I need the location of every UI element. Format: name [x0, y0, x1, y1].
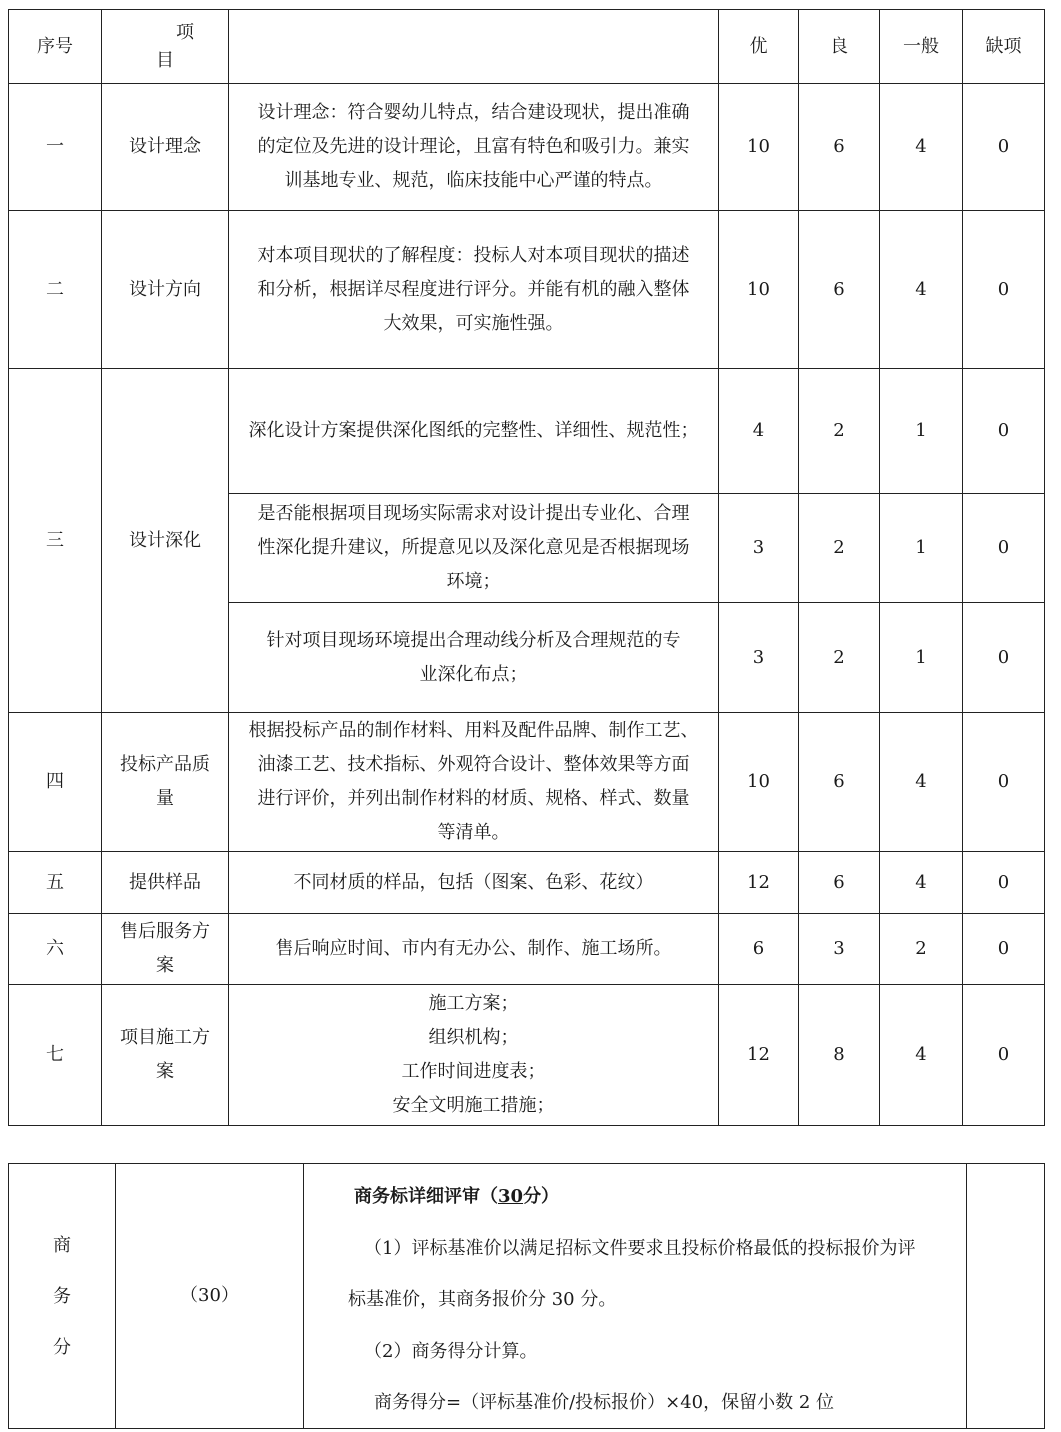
row-item: 设计深化 [102, 369, 229, 713]
item-line: 案 [156, 955, 174, 976]
row-item: 设计理念 [102, 84, 229, 211]
header-item-line: 项 [176, 21, 194, 43]
business-para1-line2: 标基准价，其商务报价分 30 分。 [348, 1289, 617, 1310]
desc-line: 对本项目现状的了解程度：投标人对本项目现状的描述 [257, 244, 690, 266]
row-seq: 一 [9, 84, 102, 211]
row-seq: 七 [9, 985, 102, 1126]
row-desc [229, 84, 719, 211]
desc-line: 进行评价，并列出制作材料的材质、规格、样式、数量 [257, 788, 690, 809]
business-para1-line1: （1）评标基准价以满足招标文件要求且投标价格最低的投标报价为评 [364, 1238, 916, 1259]
business-table [8, 1163, 1045, 1429]
score-good: 6 [799, 211, 880, 369]
business-para3: 商务得分=（评标基准价/投标报价）×40，保留小数 2 位 [374, 1392, 835, 1413]
business-title-points: 30 [498, 1186, 524, 1207]
score-excellent: 4 [719, 369, 799, 494]
header-good: 良 [799, 10, 880, 84]
score-missing: 0 [963, 985, 1045, 1126]
desc-line: 等清单。 [437, 822, 510, 843]
row-desc [229, 603, 719, 713]
row-desc: 售后响应时间、市内有无办公、制作、施工场所。 [229, 914, 719, 985]
business-para2: （2）商务得分计算。 [364, 1341, 538, 1362]
desc-line: 深化设计方案提供深化图纸的完整性、详细性、规范性； [248, 420, 699, 441]
score-good: 2 [799, 603, 880, 713]
item-line: 售后服务方 [120, 921, 210, 942]
score-average: 2 [880, 914, 963, 985]
header-average: 一般 [880, 10, 963, 84]
desc-line: 是否能根据项目现场实际需求对设计提出专业化、合理 [257, 503, 690, 524]
row-seq: 四 [9, 713, 102, 852]
table-row [9, 985, 1045, 1126]
desc-line: 油漆工艺、技术指标、外观符合设计、整体效果等方面 [257, 754, 690, 775]
desc-line: 施工方案； [428, 993, 519, 1014]
desc-line: 的定位及先进的设计理论，且富有特色和吸引力。兼实 [257, 136, 690, 157]
business-empty [967, 1164, 1045, 1429]
score-average: 4 [880, 985, 963, 1126]
table-row [9, 84, 1045, 211]
desc-line: 大效果，可实施性强。 [383, 312, 564, 334]
score-excellent: 3 [719, 603, 799, 713]
header-missing: 缺项 [963, 10, 1045, 84]
desc-line: 工作时间进度表； [401, 1061, 546, 1082]
score-average: 1 [880, 494, 963, 603]
table-row [9, 914, 1045, 985]
score-good: 8 [799, 985, 880, 1126]
business-score: （30） [116, 1164, 304, 1429]
score-excellent: 3 [719, 494, 799, 603]
item-line: 案 [156, 1061, 174, 1082]
header-item-line: 目 [156, 49, 174, 71]
row-item: 设计方向 [102, 211, 229, 369]
row-desc [229, 494, 719, 603]
desc-line: 安全文明施工措施； [392, 1095, 555, 1116]
score-good: 6 [799, 852, 880, 914]
desc-line: 性深化提升建议，所提意见以及深化意见是否根据现场 [257, 537, 690, 558]
header-excellent: 优 [719, 10, 799, 84]
score-excellent: 10 [719, 211, 799, 369]
desc-line: 和分析，根据详尽程度进行评分。并能有机的融入整体 [257, 278, 690, 300]
row-desc [229, 985, 719, 1126]
score-missing: 0 [963, 494, 1045, 603]
score-missing: 0 [963, 713, 1045, 852]
score-missing: 0 [963, 603, 1045, 713]
score-good: 2 [799, 369, 880, 494]
header-item [102, 10, 229, 84]
score-average: 1 [880, 369, 963, 494]
business-label-char: 务 [53, 1285, 71, 1307]
score-average: 1 [880, 603, 963, 713]
row-seq: 六 [9, 914, 102, 985]
table-row [9, 369, 1045, 494]
score-excellent: 12 [719, 852, 799, 914]
desc-line: 业深化布点； [419, 663, 528, 685]
row-desc [229, 369, 719, 494]
row-seq: 五 [9, 852, 102, 914]
table-row [9, 852, 1045, 914]
item-line: 投标产品质 [120, 754, 210, 775]
business-label [9, 1164, 116, 1429]
row-item [102, 914, 229, 985]
business-row [9, 1164, 1045, 1429]
score-excellent: 12 [719, 985, 799, 1126]
row-seq: 三 [9, 369, 102, 713]
row-item [102, 713, 229, 852]
score-excellent: 10 [719, 713, 799, 852]
row-desc: 不同材质的样品，包括（图案、色彩、花纹） [229, 852, 719, 914]
header-desc [229, 10, 719, 84]
score-missing: 0 [963, 852, 1045, 914]
table-row [9, 211, 1045, 369]
score-excellent: 6 [719, 914, 799, 985]
score-missing: 0 [963, 84, 1045, 211]
score-excellent: 10 [719, 84, 799, 211]
row-desc [229, 211, 719, 369]
score-average: 4 [880, 852, 963, 914]
desc-line: 设计理念：符合婴幼儿特点，结合建设现状，提出准确 [257, 102, 690, 123]
business-title-suffix: 分） [523, 1186, 560, 1207]
scoring-table [8, 9, 1045, 1126]
business-title-prefix: 商务标详细评审（ [354, 1186, 498, 1207]
score-good: 2 [799, 494, 880, 603]
business-label-char: 商 [53, 1234, 71, 1256]
desc-line: 针对项目现场环境提出合理动线分析及合理规范的专 [266, 629, 681, 651]
header-row [9, 10, 1045, 84]
row-item [102, 985, 229, 1126]
score-average: 4 [880, 211, 963, 369]
header-seq: 序号 [9, 10, 102, 84]
business-detail [304, 1164, 967, 1429]
score-good: 3 [799, 914, 880, 985]
desc-line: 训基地专业、规范，临床技能中心严谨的特点。 [284, 170, 663, 191]
score-good: 6 [799, 84, 880, 211]
score-average: 4 [880, 84, 963, 211]
item-line: 量 [156, 788, 174, 809]
score-average: 4 [880, 713, 963, 852]
row-desc [229, 713, 719, 852]
row-seq: 二 [9, 211, 102, 369]
business-title [304, 1182, 966, 1212]
score-missing: 0 [963, 914, 1045, 985]
item-line: 项目施工方 [120, 1027, 210, 1048]
score-missing: 0 [963, 211, 1045, 369]
score-missing: 0 [963, 369, 1045, 494]
desc-line: 根据投标产品的制作材料、用料及配件品牌、制作工艺、 [248, 720, 699, 741]
desc-line: 环境； [446, 571, 501, 592]
table-row [9, 713, 1045, 852]
row-item: 提供样品 [102, 852, 229, 914]
business-label-char: 分 [53, 1336, 71, 1358]
desc-line: 组织机构； [428, 1027, 519, 1048]
score-good: 6 [799, 713, 880, 852]
